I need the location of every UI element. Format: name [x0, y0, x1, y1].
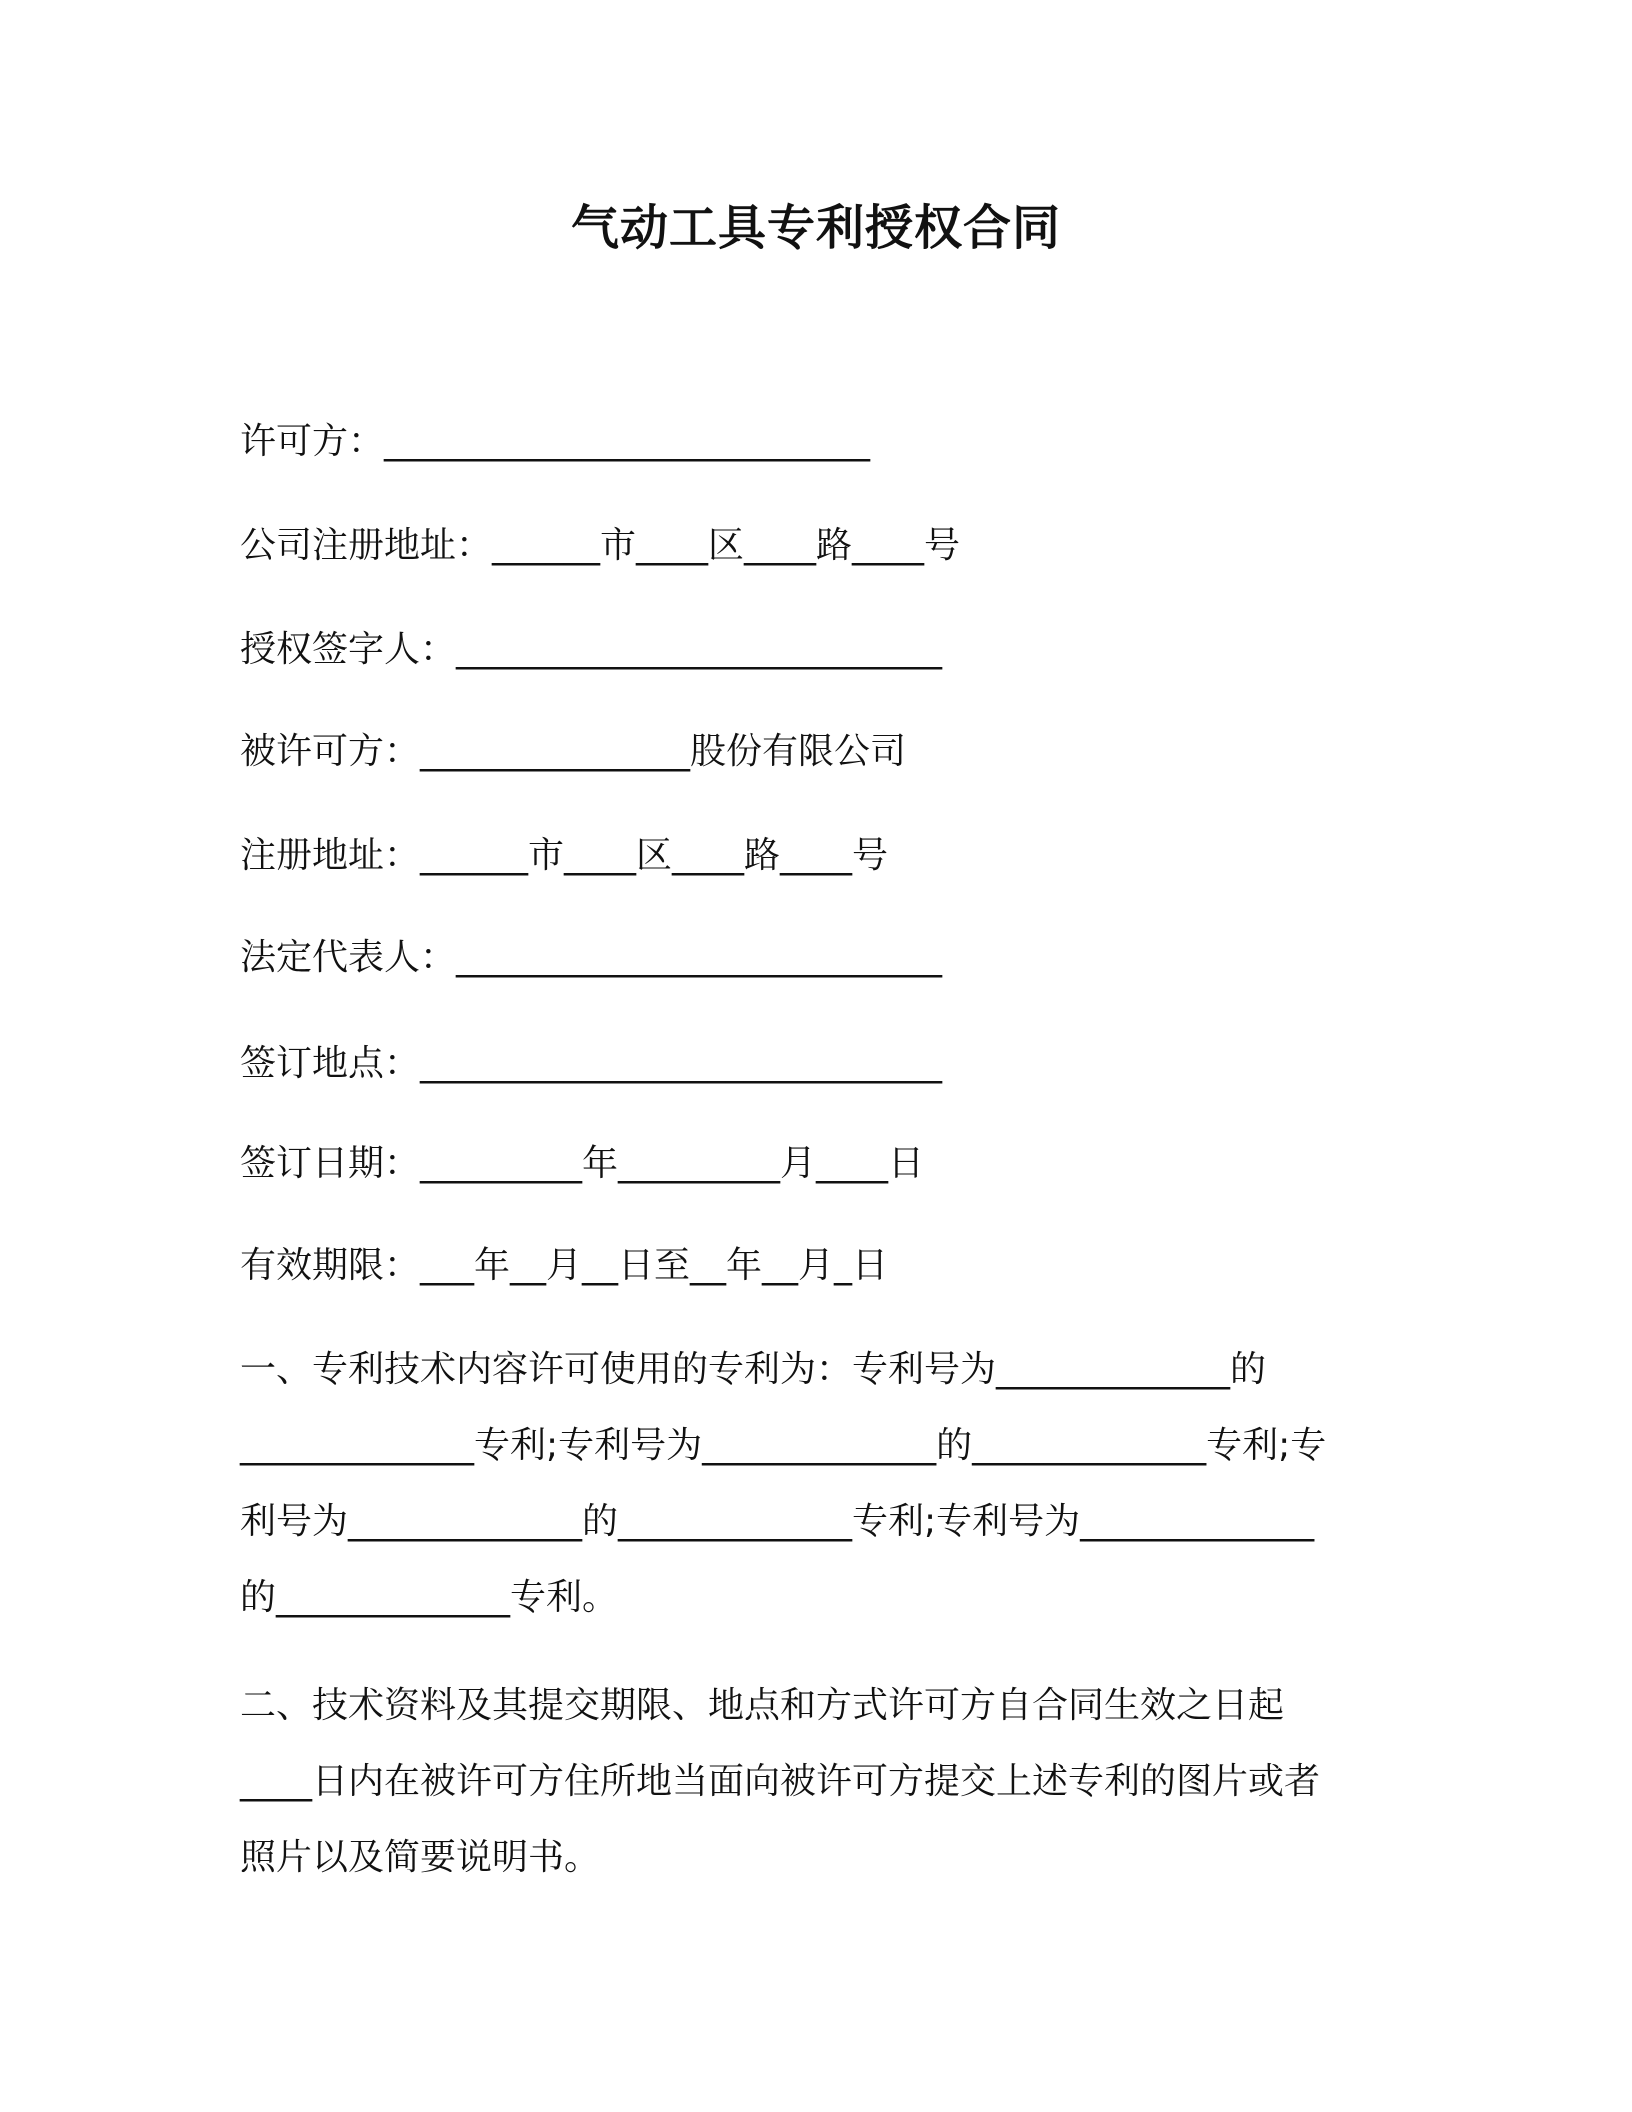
registered-address-field: 注册地址：______市____区____路____号 [240, 835, 889, 876]
section2-line-2: ____日内在被许可方住所地当面向被许可方提交上述专利的图片或者 [240, 1761, 1321, 1802]
signing-place-field: 签订地点：_____________________________ [240, 1043, 943, 1084]
section-technical-materials [240, 1682, 1420, 1882]
section1-line-4: 的_____________专利。 [240, 1577, 619, 1618]
legal-representative-field: 法定代表人：___________________________ [240, 937, 943, 978]
section1-line-2: _____________专利;专利号为_____________的_____________专利;专 [240, 1425, 1327, 1466]
validity-period-field: 有效期限：___年__月__日至__年__月_日 [240, 1245, 889, 1286]
section1-line-1: 一、专利技术内容许可使用的专利为：专利号为_____________的 [240, 1349, 1267, 1390]
company-registered-address-field: 公司注册地址：______市____区____路____号 [240, 525, 961, 566]
section1-line-3: 利号为_____________的_____________专利;专利号为_____________ [240, 1501, 1315, 1542]
section2-line-3: 照片以及简要说明书。 [240, 1837, 601, 1878]
licensor-field: 许可方：___________________________ [240, 421, 871, 462]
document-title: 气动工具专利授权合同 [570, 200, 1061, 256]
licensee-field: 被许可方：_______________股份有限公司 [240, 731, 907, 772]
section2-line-1: 二、技术资料及其提交期限、地点和方式许可方自合同生效之日起 [240, 1685, 1285, 1726]
authorized-signatory-field: 授权签字人：___________________________ [240, 629, 943, 670]
signing-date-field: 签订日期：_________年_________月____日 [240, 1143, 925, 1184]
section-patent-content [240, 1346, 1420, 1622]
